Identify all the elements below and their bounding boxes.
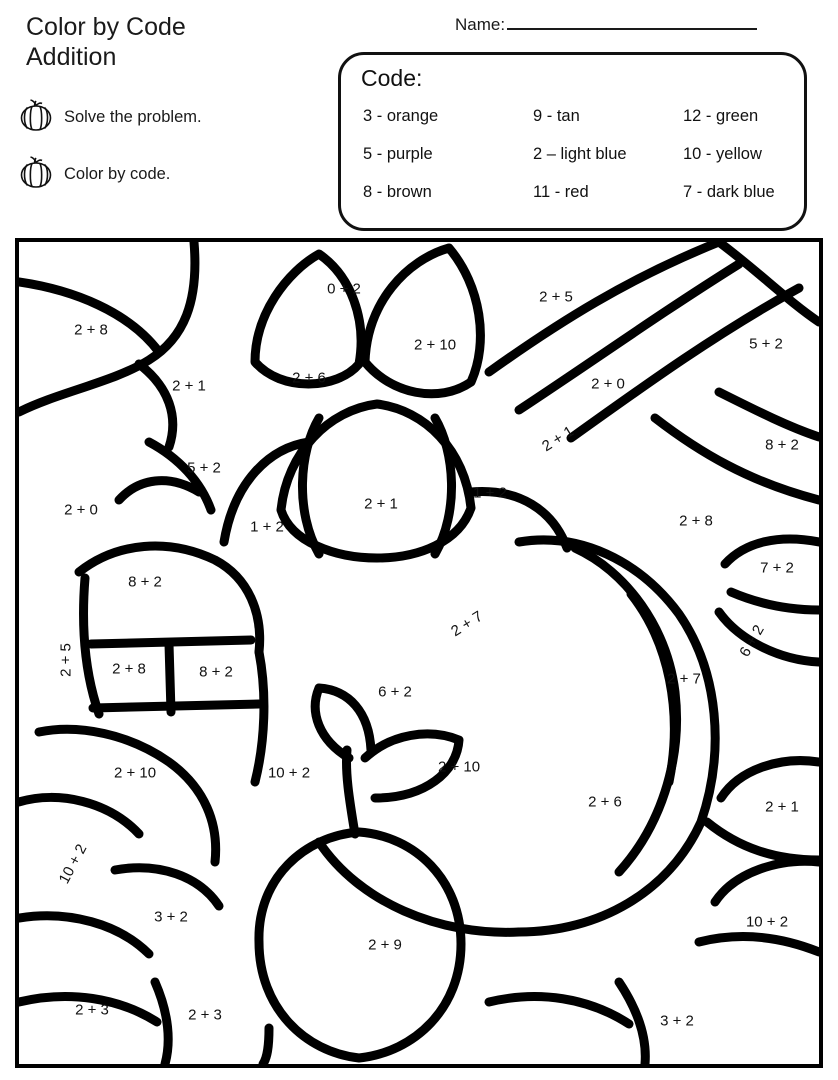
problem-label[interactable]: 2 + 6	[292, 369, 326, 387]
code-legend	[338, 52, 807, 231]
color-by-code-picture[interactable]	[15, 238, 823, 1068]
name-field-row	[455, 14, 825, 35]
code-entry: 7 - dark blue	[683, 183, 775, 201]
problem-label[interactable]: 6 + 2	[378, 683, 412, 701]
code-entry: 5 - purple	[363, 145, 433, 163]
problem-label[interactable]: 2 + 5	[57, 643, 75, 677]
problem-label[interactable]: 3 + 2	[154, 908, 188, 926]
code-entry: 10 - yellow	[683, 145, 762, 163]
problem-label[interactable]: 2 + 5	[539, 288, 573, 306]
instruction-2-text: Color by code.	[64, 165, 171, 183]
problem-label[interactable]: 2 + 8	[74, 321, 108, 339]
problem-label[interactable]: 10 + 2	[267, 764, 311, 782]
problem-label[interactable]: 8 + 2	[128, 573, 162, 591]
code-legend-grid	[363, 107, 795, 221]
problem-label[interactable]: 2 + 1	[172, 377, 206, 395]
instruction-1-text: Solve the problem.	[64, 108, 202, 126]
code-entry: 9 - tan	[533, 107, 580, 125]
code-entry: 8 - brown	[363, 183, 432, 201]
problem-label[interactable]: 2 + 8	[679, 512, 713, 530]
page-title-line1: Color by Code	[26, 13, 186, 41]
problem-label[interactable]: 6 + 2	[736, 622, 768, 660]
code-entry: 2 – light blue	[533, 145, 627, 163]
problem-label[interactable]: 2 + 10	[413, 336, 457, 354]
problem-label[interactable]: 7 + 2	[760, 559, 794, 577]
problem-label[interactable]: 1 + 2	[250, 518, 284, 536]
name-write-line[interactable]	[507, 14, 757, 30]
problem-label[interactable]: 5 + 2	[187, 459, 221, 477]
problem-label[interactable]: 1 + 2	[473, 484, 507, 502]
code-entry: 11 - red	[533, 183, 589, 201]
pumpkin-icon	[14, 155, 58, 196]
problem-label[interactable]: 2 + 9	[368, 936, 402, 954]
code-legend-heading: Code:	[361, 65, 423, 91]
instruction-1	[62, 108, 202, 127]
problem-label[interactable]: 2 + 1	[364, 495, 398, 513]
instruction-2	[62, 165, 170, 184]
problem-label[interactable]: 0 + 2	[327, 280, 361, 298]
problem-label[interactable]: 10 + 2	[745, 913, 789, 931]
problem-label[interactable]: 2 + 3	[75, 1001, 109, 1019]
name-label: Name:	[455, 15, 506, 34]
problem-label[interactable]: 5 + 2	[749, 335, 783, 353]
page-title-line2: Addition	[26, 43, 117, 71]
problem-label[interactable]: 2 + 10	[437, 758, 481, 776]
problem-label[interactable]: 2 + 0	[591, 375, 625, 393]
problem-label[interactable]: 8 + 2	[765, 436, 799, 454]
code-entry: 12 - green	[683, 107, 759, 125]
problem-label[interactable]: 2 + 3	[188, 1006, 222, 1024]
picture-outline-art	[19, 242, 819, 1064]
problem-label[interactable]: 2 + 7	[667, 670, 701, 688]
problem-label[interactable]: 10 + 2	[55, 841, 91, 887]
problem-label[interactable]: 8 + 2	[199, 663, 233, 681]
problem-label[interactable]: 2 + 0	[64, 501, 98, 519]
problem-label[interactable]: 2 + 8	[112, 660, 146, 678]
problem-label[interactable]: 3 + 2	[660, 1012, 694, 1030]
problem-label[interactable]: 2 + 1	[539, 422, 577, 456]
problem-label[interactable]: 2 + 10	[113, 764, 157, 782]
problem-label[interactable]: 2 + 1	[765, 798, 799, 816]
code-entry: 3 - orange	[363, 107, 439, 125]
page-title	[26, 12, 326, 72]
problem-label[interactable]: 2 + 6	[588, 793, 622, 811]
pumpkin-icon	[14, 98, 58, 139]
problem-label[interactable]: 2 + 7	[448, 607, 486, 641]
